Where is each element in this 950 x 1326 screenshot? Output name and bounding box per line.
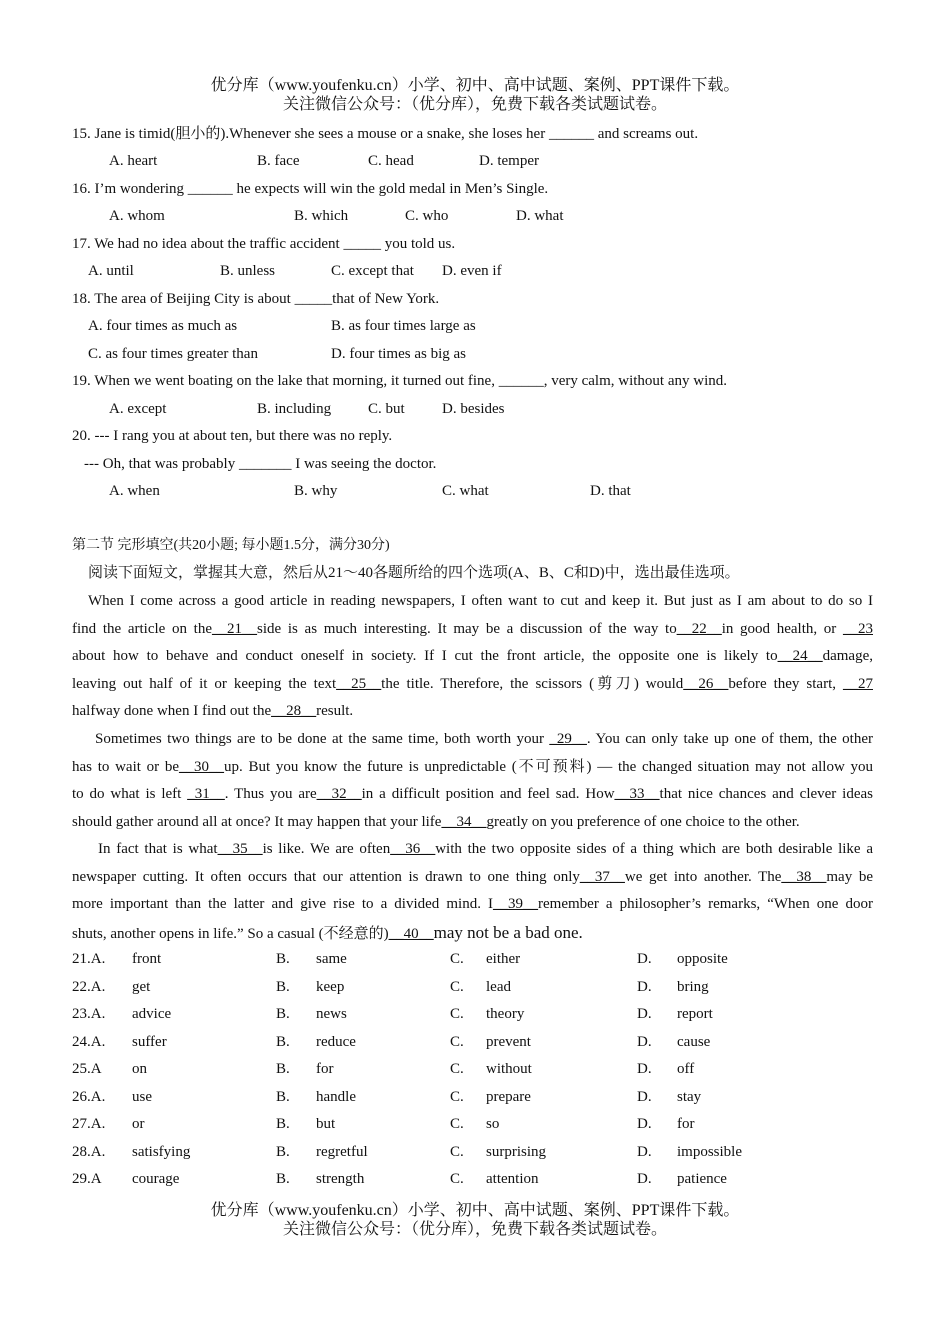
q16-option-b: B. which [294,208,349,224]
cloze-question-number: 22.A. [72,978,106,995]
option-letter-b: B. [276,1033,290,1050]
cloze-option-b: same [316,951,347,967]
cloze-option-row [72,977,873,997]
q20-option-a: A. when [109,483,160,499]
option-letter-d: D. [637,1088,652,1105]
passage-text: find the article on the [72,620,213,637]
option-letter-b: B. [276,1061,290,1077]
cloze-option-b: but [316,1116,336,1132]
q18-option-c: C. as four times greater than [88,346,258,362]
cloze-blank: _29__ [549,731,587,747]
option-letter-b: B. [276,978,290,995]
q16-option-a: A. whom [109,208,165,224]
section-2-title: 第二节 完形填空(共20小题; 每小题1.5分，满分30分) [72,538,390,553]
q16-option-c: C. who [405,208,449,224]
passage-text: Sometimes two things are to be done at the same time, both worth your [95,731,550,747]
cloze-option-c: prepare [486,1088,531,1105]
q18-option-b: B. as four times large as [331,318,476,334]
passage-text: greatly on you preference of one choice to the other. [486,813,800,830]
cloze-blank: __37__ [579,868,625,885]
q18-option-a: A. four times as much as [88,318,238,334]
option-letter-d: D. [637,1033,652,1050]
cloze-blank: __30__ [179,758,224,775]
cloze-blank: __40__ [388,925,434,942]
cloze-option-a: use [132,1088,152,1105]
cloze-option-c: lead [486,978,511,995]
cloze-option-d: bring [677,978,709,995]
cloze-blank: __24__ [777,648,823,664]
q18-option-d: D. four times as big as [331,346,466,362]
cloze-option-c: surprising [486,1143,546,1160]
option-letter-c: C. [450,1143,464,1160]
passage-text: damage, [822,648,873,664]
header-line-1: 优分库（www.youfenku.cn）小学、初中、高中试题、案例、PPT课件下载。 [210,77,740,94]
option-letter-d: D. [637,1143,652,1160]
cloze-blank: __33__ [614,786,660,802]
cloze-option-d: impossible [677,1143,743,1160]
q20-option-b: B. why [294,483,338,499]
passage-line [72,616,873,644]
cloze-option-c: attention [486,1171,539,1187]
passage-text: newspaper cutting. It often occurs that our attention is drawn to one thing only [72,868,580,885]
cloze-option-a: suffer [132,1033,167,1050]
header-line-2: 关注微信公众号：（优分库），免费下载各类试题试卷。 [282,96,667,113]
passage-text: the title. Therefore, the scissors (剪刀) would [381,675,684,692]
cloze-question-number: 29.A [72,1171,102,1187]
cloze-option-b: strength [316,1171,365,1187]
cloze-option-a: advice [132,1006,172,1022]
passage-line [72,588,873,616]
cloze-option-a: front [132,951,162,967]
passage-paragraph-3 [72,836,873,946]
question-20-stem-reply: --- Oh, that was probably _______ I was seeing the doctor. [84,456,437,472]
cloze-option-a: on [132,1061,147,1077]
option-letter-b: B. [276,951,290,967]
cloze-option-row [72,1169,873,1189]
q19-option-b: B. including [257,401,332,417]
passage-line [72,754,873,782]
cloze-option-d: report [677,1006,713,1022]
cloze-option-d: stay [677,1088,702,1105]
question-18-stem: 18. The area of Beijing City is about _____that of New York. [72,291,440,307]
cloze-option-d: off [677,1061,695,1077]
cloze-option-b: for [316,1061,334,1077]
q15-option-c: C. head [368,153,414,169]
passage-text: halfway done when I find out the [72,703,272,719]
passage-line [72,864,873,892]
cloze-blank: __26__ [683,675,729,692]
cloze-blank: __35__ [217,841,263,857]
passage-line [72,643,873,671]
cloze-question-number: 25.A [72,1061,102,1077]
section-2-instruction: 阅读下面短文，掌握其大意，然后从21～40各题所给的四个选项(A、B、C和D)中，选出最佳选项。 [88,565,740,581]
option-letter-b: B. [276,1116,290,1132]
passage-text: . You can only take up one of them, the other [586,731,874,747]
option-letter-b: B. [276,1088,290,1105]
option-letter-d: D. [637,1116,652,1132]
option-letter-d: D. [637,978,652,995]
cloze-question-number: 26.A. [72,1088,106,1105]
passage-text: to do what is left [72,786,188,802]
option-letter-b: B. [276,1006,290,1022]
cloze-option-b: keep [316,978,345,995]
option-letter-c: C. [450,1171,464,1187]
passage-text: in good health, or [721,620,843,637]
passage-paragraph-1 [72,588,873,726]
cloze-option-b: news [316,1006,347,1022]
passage-text: When I come across a good article in reading newspapers, I often want to cut and keep it. But just as I am about to do so I [88,593,873,609]
cloze-question-number: 27.A. [72,1116,106,1132]
passage-text: result. [316,703,354,719]
passage-text: shuts, another opens in life.” So a casual (不经意的) [72,925,389,942]
passage-text: in a difficult position and feel sad. How [361,786,615,802]
option-letter-d: D. [637,1061,652,1077]
cloze-option-b: reduce [316,1033,356,1050]
cloze-blank: __32__ [316,786,362,802]
passage-line [72,698,873,726]
cloze-blank: __27 [842,675,873,692]
passage-line [72,919,873,947]
q17-option-b: B. unless [220,263,276,279]
passage-text: remember a philosopher’s remarks, “When one door [538,896,873,912]
cloze-question-number: 21.A. [72,951,106,967]
cloze-question-number: 23.A. [72,1006,106,1022]
option-letter-b: B. [276,1143,290,1160]
footer-line-2: 关注微信公众号：（优分库），免费下载各类试题试卷。 [282,1221,667,1238]
footer-line-1: 优分库（www.youfenku.cn）小学、初中、高中试题、案例、PPT课件下载。 [210,1202,740,1219]
cloze-option-a: get [132,978,151,995]
q19-option-c: C. but [368,401,405,417]
cloze-option-a: or [132,1116,145,1132]
cloze-blank: __21__ [212,620,258,637]
cloze-option-b: regretful [316,1143,368,1160]
option-letter-d: D. [637,1171,652,1187]
option-letter-d: D. [637,1006,652,1022]
cloze-option-row [72,1059,873,1079]
cloze-blank: _31__ [187,786,225,802]
passage-text: up. But you know the future is unpredictable (不可预料) — the changed situation may not allow you [224,758,874,775]
question-19-stem: 19. When we went boating on the lake that morning, it turned out fine, ______, very calm, without any wind. [72,373,728,389]
option-letter-c: C. [450,1088,464,1105]
cloze-option-c: either [486,951,521,967]
passage-text: is like. We are often [262,841,391,857]
passage-text: In fact that is what [98,841,218,857]
option-letter-c: C. [450,951,464,967]
passage-line [72,726,873,754]
question-15-stem: 15. Jane is timid(胆小的).Whenever she sees a mouse or a snake, she loses her ______ and screams out. [72,126,699,142]
q20-option-c: C. what [442,483,489,499]
cloze-option-c: theory [486,1006,525,1022]
passage-text: more important than the latter and give rise to a divided mind. I [72,896,494,912]
question-16-stem: 16. I’m wondering ______ he expects will win the gold medal in Men’s Single. [72,181,549,197]
cloze-option-d: opposite [677,951,728,967]
cloze-option-row [72,1142,873,1162]
q17-option-a: A. until [88,263,134,279]
passage-text: with the two opposite sides of a thing which are both desirable like a [435,841,873,857]
cloze-blank: __36__ [390,841,436,857]
passage-text: should gather around all at once? It may happen that your life [72,813,442,830]
passage-text: before they start, [728,675,843,692]
passage-text: about how to behave and conduct oneself in society. If I cut the front article, the opposite one is likely to [72,648,778,664]
passage-text: may not be a bad one. [433,922,583,942]
question-20-stem: 20. --- I rang you at about ten, but there was no reply. [72,428,393,444]
passage-line [72,891,873,919]
cloze-option-row [72,949,873,969]
passage-line [72,781,873,809]
passage-text: . Thus you are [224,786,317,802]
passage-paragraph-2 [72,726,873,836]
option-letter-b: B. [276,1171,290,1187]
question-17-stem: 17. We had no idea about the traffic accident _____ you told us. [72,236,456,252]
passage-line [72,836,873,864]
cloze-option-a: satisfying [132,1143,191,1160]
option-letter-c: C. [450,978,464,995]
passage-line [72,809,873,837]
q15-option-a: A. heart [109,153,158,169]
cloze-option-b: handle [316,1088,356,1105]
option-letter-d: D. [637,951,652,967]
cloze-option-d: patience [677,1171,727,1187]
cloze-blank: __38__ [781,868,827,885]
q17-option-c: C. except that [331,263,414,279]
passage-text: may be [826,868,873,885]
q16-option-d: D. what [516,208,564,224]
cloze-option-a: courage [132,1171,180,1187]
cloze-option-d: cause [677,1033,711,1050]
passage-line [72,671,873,699]
q19-option-a: A. except [109,401,167,417]
option-letter-c: C. [450,1033,464,1050]
option-letter-c: C. [450,1116,464,1132]
cloze-option-row [72,1114,873,1134]
cloze-blank: __39__ [493,896,539,912]
cloze-option-row [72,1087,873,1107]
q20-option-d: D. that [590,483,631,499]
option-letter-c: C. [450,1006,464,1022]
cloze-question-number: 24.A. [72,1033,106,1050]
passage-text: that nice chances and clever ideas [659,786,873,802]
cloze-option-c: so [486,1116,500,1132]
cloze-blank: __34__ [441,813,487,830]
cloze-option-row [72,1032,873,1052]
passage-text: has to wait or be [72,758,179,775]
cloze-option-c: without [486,1061,532,1077]
cloze-blank: __28__ [271,703,317,719]
cloze-question-number: 28.A. [72,1143,106,1160]
cloze-blank: __25__ [336,675,382,692]
passage-text: leaving out half of it or keeping the text [72,675,337,692]
q17-option-d: D. even if [442,263,502,279]
q15-option-b: B. face [257,153,300,169]
cloze-blank: __23 [843,620,873,637]
cloze-option-d: for [677,1116,695,1132]
option-letter-c: C. [450,1061,464,1077]
cloze-blank: __22__ [676,620,722,637]
passage-text: we get into another. The [624,868,782,885]
passage-text: side is as much interesting. It may be a discussion of the way to [257,620,677,637]
q15-option-d: D. temper [479,153,539,169]
cloze-option-row [72,1004,873,1024]
cloze-option-c: prevent [486,1033,531,1050]
q19-option-d: D. besides [442,401,505,417]
